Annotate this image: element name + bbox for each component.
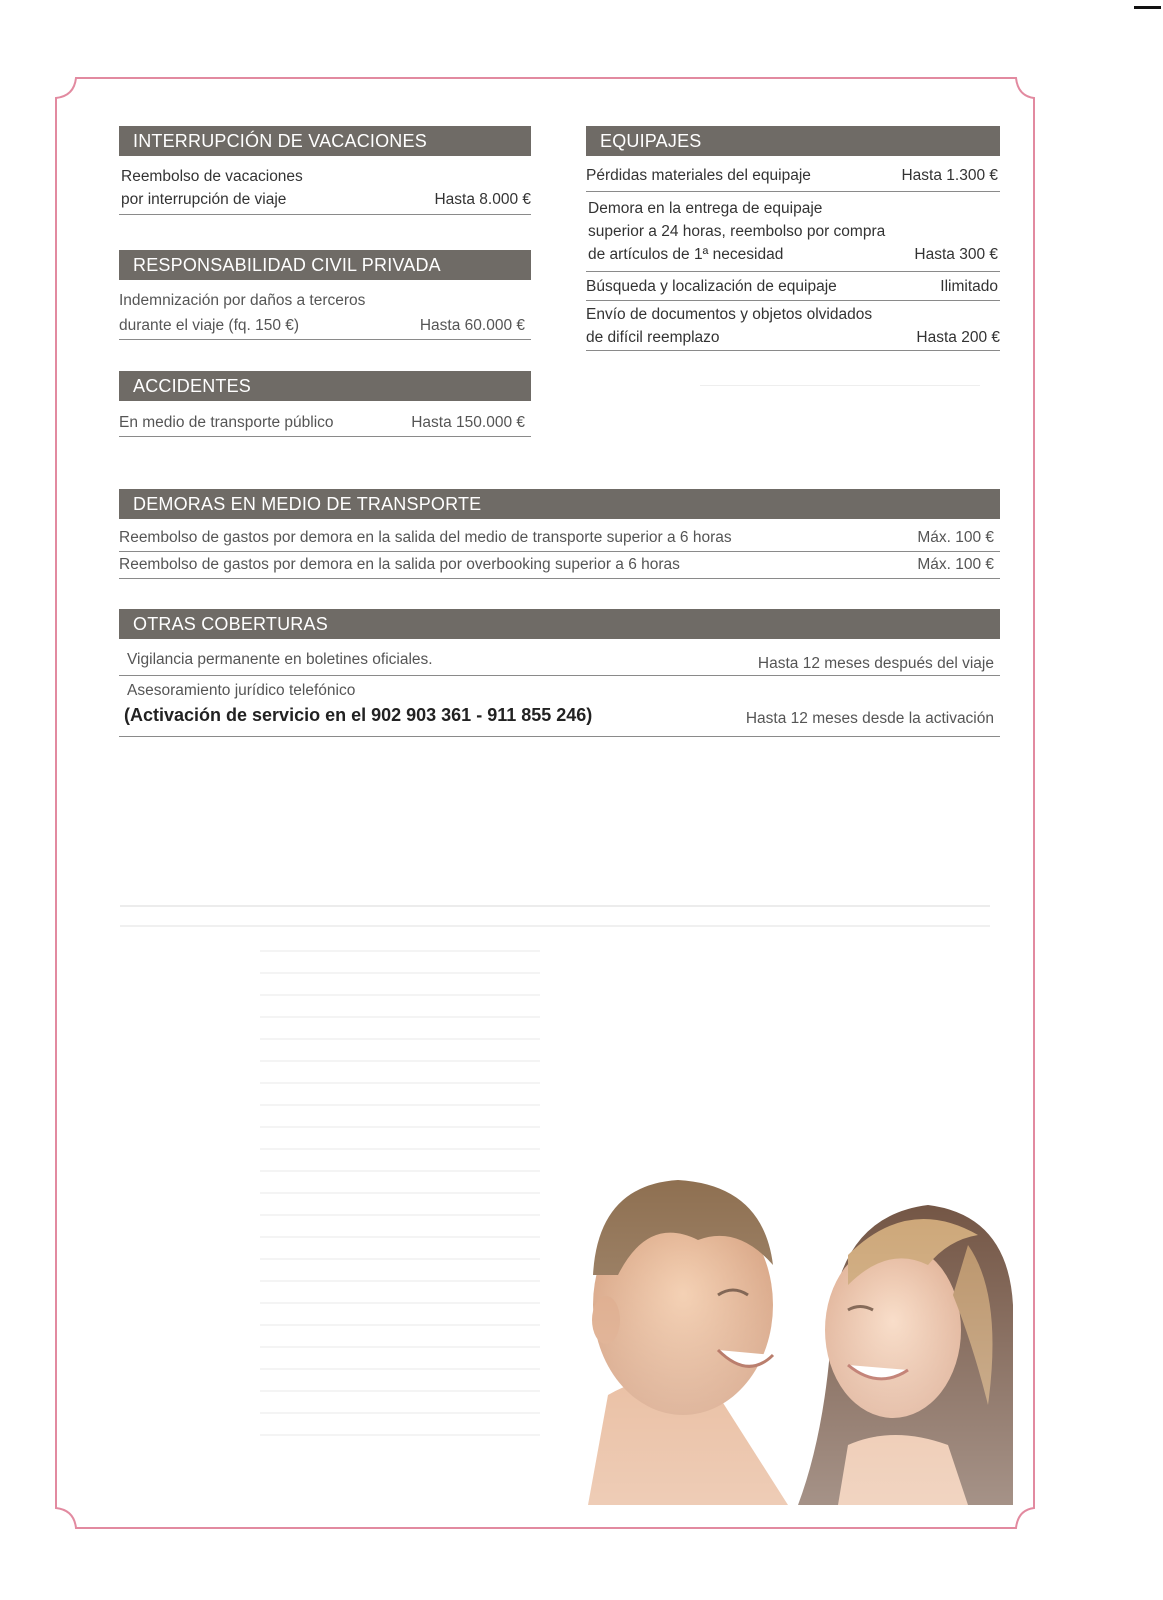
row-desc-line2: durante el viaje (fq. 150 €): [119, 317, 300, 334]
section-header-responsabilidad: RESPONSABILIDAD CIVIL PRIVADA: [119, 250, 531, 280]
row-transporte-publico: [119, 410, 531, 437]
section-header-interrupcion: INTERRUPCIÓN DE VACACIONES: [119, 126, 531, 156]
activation-phone-line: (Activación de servicio en el 902 903 361 - 911 855 246): [124, 705, 593, 725]
row-reembolso-vacaciones: [119, 163, 531, 215]
row-asesoramiento: [119, 679, 1000, 737]
row-value: Hasta 1.300 €: [901, 167, 998, 184]
row-perdidas-materiales: [586, 163, 1000, 192]
section-header-demoras: DEMORAS EN MEDIO DE TRANSPORTE: [119, 489, 1000, 519]
row-value: Hasta 300 €: [914, 246, 998, 263]
row-value: Hasta 150.000 €: [411, 414, 525, 431]
row-desc-line1: Indemnización por daños a terceros: [119, 292, 366, 309]
row-desc-line1: Reembolso de gastos por demora en la salida por overbooking superior a 6 horas: [119, 556, 680, 573]
row-vigilancia: [119, 647, 1000, 676]
row-desc-line1: Envío de documentos y objetos olvidados: [586, 306, 873, 323]
row-demora-transporte: [119, 526, 1000, 552]
row-desc-line1: Demora en la entrega de equipaje: [588, 200, 823, 217]
row-desc-line3: de artículos de 1ª necesidad: [588, 246, 784, 263]
couple-photo: [548, 1145, 1013, 1505]
row-desc-line1: Vigilancia permanente en boletines oficiales.: [127, 651, 433, 668]
row-value: Máx. 100 €: [917, 556, 994, 573]
section-header-otras: OTRAS COBERTURAS: [119, 609, 1000, 639]
row-desc-line1: Búsqueda y localización de equipaje: [586, 278, 837, 295]
row-busqueda-equipaje: [586, 275, 1000, 301]
row-indemnizacion: [119, 288, 531, 340]
row-envio-documentos: [586, 303, 1000, 351]
row-value: Máx. 100 €: [917, 529, 994, 546]
row-value: Ilimitado: [940, 278, 998, 295]
row-desc-line1: En medio de transporte público: [119, 414, 334, 431]
section-header-accidentes: ACCIDENTES: [119, 371, 531, 401]
row-desc-line1: Reembolso de gastos por demora en la salida del medio de transporte superior a 6 horas: [119, 529, 732, 546]
row-desc-line2: por interrupción de viaje: [121, 191, 287, 208]
corner-mark: [1134, 6, 1161, 9]
row-value: Hasta 8.000 €: [434, 191, 531, 208]
row-desc-line1: Reembolso de vacaciones: [121, 168, 303, 185]
row-desc-line1: Pérdidas materiales del equipaje: [586, 167, 811, 184]
row-desc-line2: de difícil reemplazo: [586, 329, 720, 346]
section-header-equipajes: EQUIPAJES: [586, 126, 1000, 156]
row-value: Hasta 12 meses después del viaje: [757, 655, 994, 672]
row-value: Hasta 60.000 €: [419, 317, 525, 334]
row-value: Hasta 200 €: [916, 329, 1000, 346]
row-desc-line2: superior a 24 horas, reembolso por compra: [588, 223, 886, 240]
row-demora-equipaje: [586, 197, 1000, 272]
row-value: Hasta 12 meses desde la activación: [745, 710, 994, 727]
row-desc-line1: Asesoramiento jurídico telefónico: [127, 682, 356, 699]
row-demora-overbooking: [119, 553, 1000, 579]
